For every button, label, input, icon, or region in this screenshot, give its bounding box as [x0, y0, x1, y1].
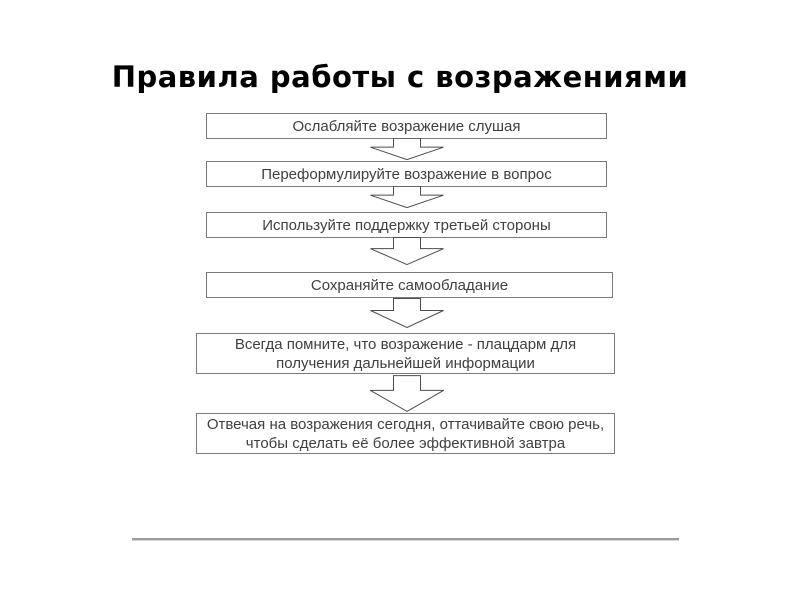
- down-arrow-icon: [370, 138, 444, 160]
- flow-step-3-label: Используйте поддержку третьей стороны: [262, 216, 551, 234]
- flow-step-6-label: Отвечая на возражения сегодня, оттачивайте свою речь, чтобы сделать её более эффективной завтра: [206, 415, 605, 452]
- flow-step-1: [206, 113, 607, 139]
- flow-step-6: [196, 413, 615, 454]
- flow-step-1-label: Ослабляйте возражение слушая: [292, 117, 521, 135]
- flow-step-3: [206, 212, 607, 238]
- flow-step-5: [196, 333, 615, 374]
- flow-step-4: [206, 272, 613, 298]
- down-arrow-icon: [370, 375, 444, 412]
- down-arrow-icon: [370, 237, 444, 265]
- flow-step-2: [206, 161, 607, 187]
- slide-title: Правила работы с возражениями: [111, 60, 689, 94]
- flow-step-5-label: Всегда помните, что возражение - плацдарм для получения дальнейшей информации: [234, 335, 577, 372]
- down-arrow-icon: [370, 298, 444, 328]
- flow-step-2-label: Переформулируйте возражение в вопрос: [261, 165, 552, 183]
- flow-step-4-label: Сохраняйте самообладание: [310, 276, 509, 294]
- down-arrow-icon: [370, 186, 444, 208]
- footer-divider-line: [132, 538, 679, 540]
